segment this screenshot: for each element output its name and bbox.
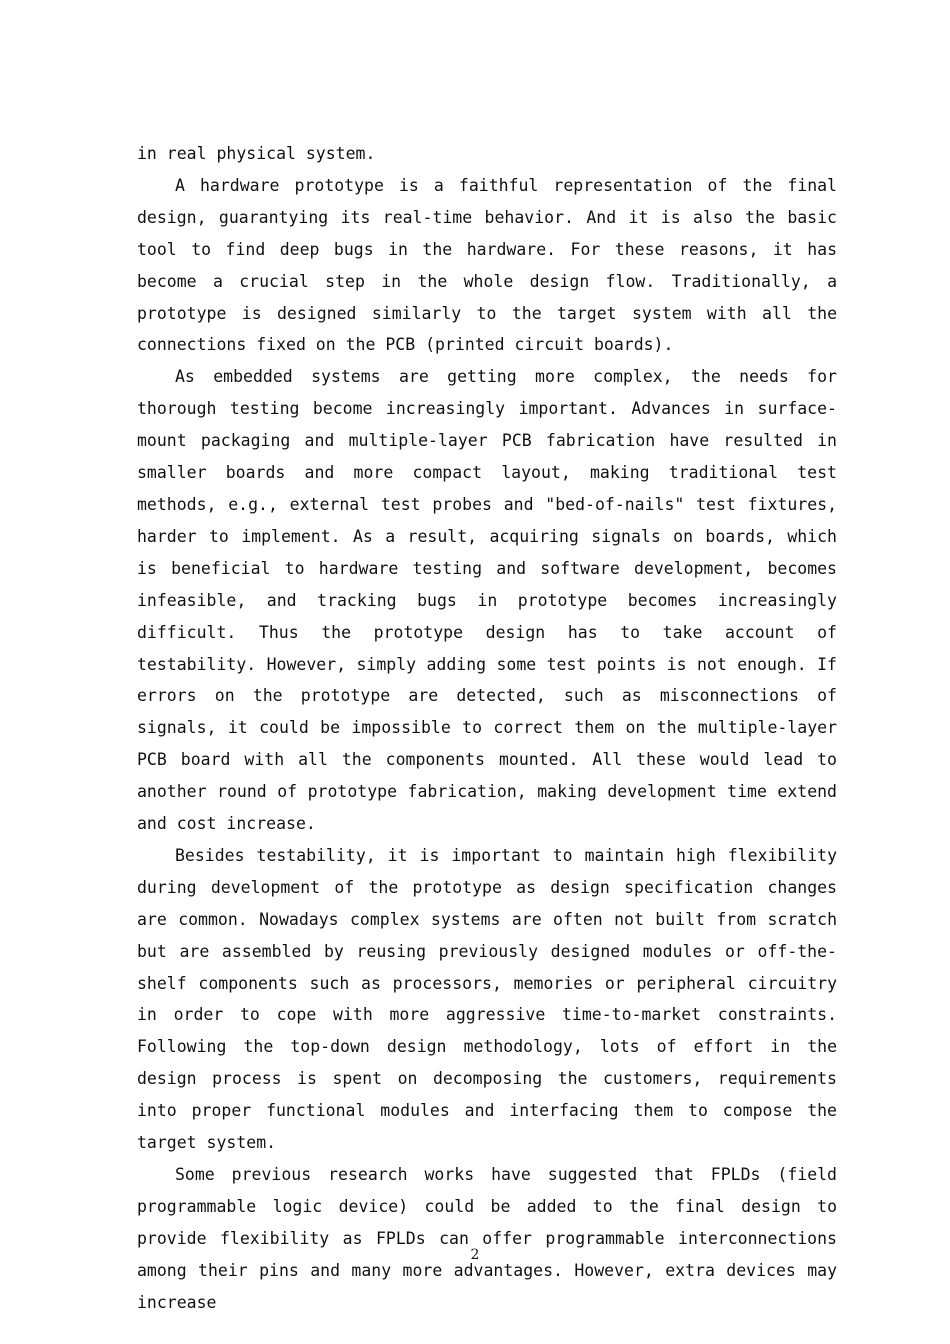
paragraph-fplds: Some previous research works have suggested that FPLDs (field programmable logic device) could be added to the final design to provide flexibility as FPLDs can offer programmable interconnections among their pins and many more advantages. However, extra devices may increase (137, 1165, 837, 1312)
paragraph-continuation: in real physical system. (137, 144, 376, 163)
paragraph-embedded-systems: As embedded systems are getting more complex, the needs for thorough testing become increasingly important. Advances in surface-mount packaging and multiple-layer PCB fabrication have resulted in smaller boards and more compact layout, making traditional test methods, e.g., external test probes and "bed-of-nails" test fixtures, harder to implement. As a result, acquiring signals on boards, which is beneficial to hardware testing and software development, becomes infeasible, and tracking bugs in prototype becomes increasingly difficult. Thus the prototype design has to take account of testability. However, simply adding some test points is not enough. If errors on the prototype are detected, such as misconnections of signals, it could be impossible to correct them on the multiple-layer PCB board with all the components mounted. All these would lead to another round of prototype fabrication, making development time extend and cost increase. (137, 367, 837, 834)
paragraph-hardware-prototype: A hardware prototype is a faithful representation of the final design, guarantying its real-time behavior. And it is also the basic tool to find deep bugs in the hardware. For these reasons, it has become a crucial step in the whole design flow. Traditionally, a prototype is designed similarly to the target system with all the connections fixed on the PCB (printed circuit boards). (137, 175, 837, 355)
body-text (137, 138, 837, 1319)
page-number: 2 (470, 1247, 480, 1263)
paragraph-flexibility: Besides testability, it is important to maintain high flexibility during development of the prototype as design specification changes are common. Nowadays complex systems are often not built from scratch but are assembled by reusing previously designed modules or off-the-shelf components such as processors, memories or peripheral circuitry in order to cope with more aggressive time-to-market constraints. Following the top-down design methodology, lots of effort in the design process is spent on decomposing the customers, requirements into proper functional modules and interfacing them to compose the target system. (137, 845, 837, 1153)
